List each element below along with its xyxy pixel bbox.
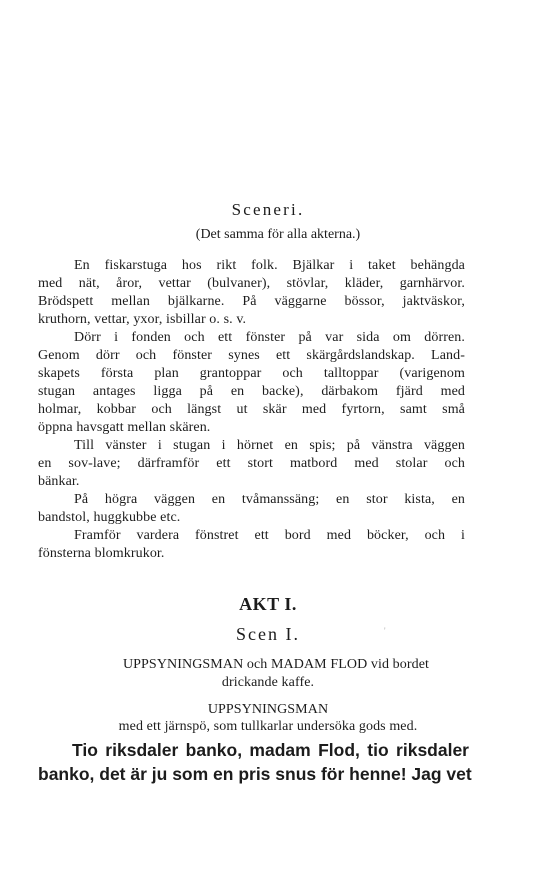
- text-line: En fiskarstuga hos rikt folk. Bjälkar i taket behängda: [74, 258, 465, 273]
- speaker-direction: med ett järnspö, som tullkarlar undersöka gods med.: [118, 719, 418, 734]
- text-line: Brödspett mellan bjälkarne. På väggarne bössor, jaktväskor,: [38, 294, 465, 309]
- scene-title: Sceneri.: [231, 200, 305, 219]
- text-line: holmar, kobbar och längst ut skär med fyrtorn, samt små: [38, 402, 465, 417]
- text-line: en sov-lave; därframför ett stort matbord med stolar och: [38, 456, 465, 471]
- text-line: kruthorn, vettar, yxor, isbillar o. s. v.: [38, 312, 247, 327]
- text-line: skapets första plan grantoppar och talltoppar (varigenom: [38, 366, 465, 381]
- text-line: öppna havsgatt mellan skären.: [38, 420, 211, 435]
- text-line: På högra väggen en tvåmanssäng; en stor kista, en: [74, 492, 465, 507]
- text-line: fönsterna blomkrukor.: [38, 546, 165, 561]
- scene-subtitle: (Det samma för alla akterna.): [195, 227, 361, 242]
- dialogue-line: Tio riksdaler banko, madam Flod, tio riksdaler: [72, 740, 469, 760]
- stage-direction-line: drickande kaffe.: [221, 675, 315, 690]
- speaker-name: UPPSYNINGSMAN: [207, 702, 329, 717]
- text-line: bandstol, huggkubbe etc.: [38, 510, 181, 525]
- scene-heading: Scen I.: [236, 624, 300, 644]
- text-line: Genom dörr och fönster synes ett skärgårdslandskap. Land-: [38, 348, 465, 363]
- text-line: stugan antages ligga på en backe), därbakom fjärd med: [38, 384, 465, 399]
- text-line: Framför vardera fönstret ett bord med böcker, och i: [74, 528, 465, 543]
- stage-direction-line: UPPSYNINGSMAN och MADAM FLOD vid bordet: [122, 657, 430, 672]
- text-line: med nät, åror, vettar (bulvaner), stövlar, kläder, garnhärvor.: [38, 276, 465, 291]
- act-heading: AKT I.: [239, 594, 297, 614]
- dialogue-line: banko, det är ju som en pris snus för henne! Jag vet: [38, 764, 472, 784]
- text-line: Dörr i fonden och ett fönster på var sida om dörren.: [74, 330, 465, 345]
- margin-mark: ': [384, 626, 386, 636]
- text-line: Till vänster i stugan i hörnet en spis; på vänstra väggen: [74, 438, 465, 453]
- text-line: bänkar.: [38, 474, 80, 489]
